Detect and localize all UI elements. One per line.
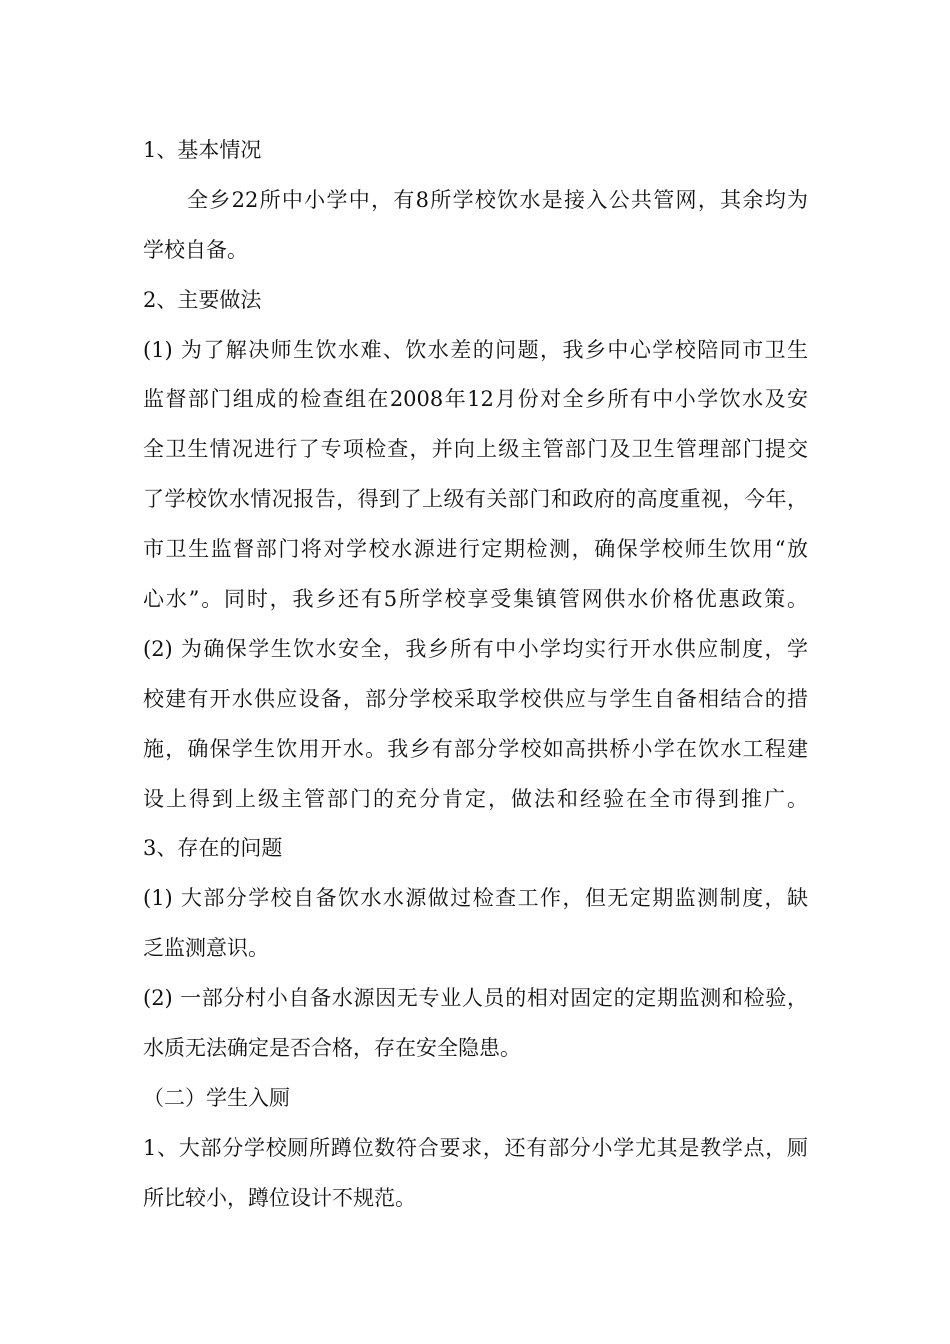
text-line: 全乡22所中小学中，有8所学校饮水是接入公共管网，其余均为 <box>187 187 808 212</box>
text-line: 学校自备。 <box>143 237 248 262</box>
text-line: 全卫生情况进行了专项检查，并向上级主管部门及卫生管理部门提交 <box>143 437 808 462</box>
document-body <box>143 126 808 1224</box>
text-line: 2、主要做法 <box>143 287 262 312</box>
text-line: 所比较小，蹲位设计不规范。 <box>143 1185 416 1210</box>
text-line: 施，确保学生饮用开水。我乡有部分学校如高拱桥小学在饮水工程建 <box>143 736 808 761</box>
text-line: 水质无法确定是否合格，存在安全隐患。 <box>143 1036 521 1061</box>
text-line: 市卫生监督部门将对学校水源进行定期检测，确保学校师生饮用“放 <box>143 537 808 562</box>
text-line: 了学校饮水情况报告，得到了上级有关部门和政府的高度重视，今年， <box>143 487 808 512</box>
text-line: 3、存在的问题 <box>143 836 283 861</box>
text-line: 1、基本情况 <box>143 138 262 162</box>
text-line: 乏监测意识。 <box>143 936 269 961</box>
text-line: 校建有开水供应设备，部分学校采取学校供应与学生自备相结合的措 <box>143 686 808 711</box>
text-line: (1) 大部分学校自备饮水水源做过检查工作，但无定期监测制度，缺 <box>143 886 808 911</box>
text-line: (2) 一部分村小自备水源因无专业人员的相对固定的定期监测和检验， <box>143 986 808 1011</box>
text-line: 监督部门组成的检查组在2008年12月份对全乡所有中小学饮水及安 <box>143 387 808 412</box>
text-line: (2) 为确保学生饮水安全，我乡所有中小学均实行开水供应制度，学 <box>143 636 808 661</box>
text-line: (1) 为了解决师生饮水难、饮水差的问题，我乡中心学校陪同市卫生 <box>143 337 808 362</box>
text-line: 心水”。同时，我乡还有5所学校享受集镇管网供水价格优惠政策。 <box>143 587 808 612</box>
text-line: 1、大部分学校厕所蹲位数符合要求，还有部分小学尤其是教学点，厕 <box>143 1135 808 1160</box>
text-line: 设上得到上级主管部门的充分肯定，做法和经验在全市得到推广。 <box>143 786 808 811</box>
text-line: （二）学生入厕 <box>143 1085 290 1110</box>
